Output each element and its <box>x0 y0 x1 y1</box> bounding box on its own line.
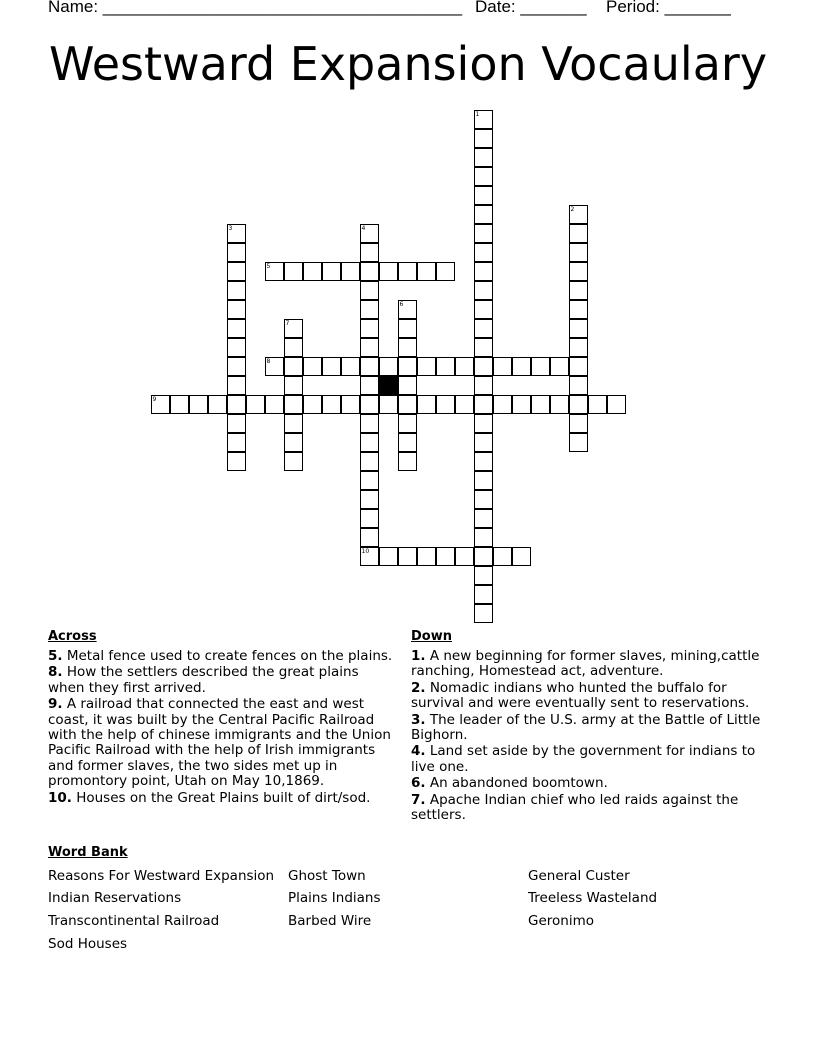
crossword-cell[interactable] <box>550 395 569 414</box>
crossword-cell[interactable] <box>360 319 379 338</box>
crossword-cell[interactable] <box>455 547 474 566</box>
crossword-cell[interactable] <box>227 433 246 452</box>
crossword-cell[interactable] <box>398 547 417 566</box>
crossword-cell[interactable] <box>474 205 493 224</box>
crossword-cell[interactable] <box>474 262 493 281</box>
crossword-cell[interactable] <box>360 300 379 319</box>
crossword-cell[interactable] <box>227 376 246 395</box>
word-bank-item: Barbed Wire <box>288 913 372 929</box>
crossword-cell[interactable] <box>360 395 379 414</box>
crossword-cell[interactable] <box>398 338 417 357</box>
crossword-cell[interactable] <box>474 357 493 376</box>
crossword-cell[interactable] <box>474 281 493 300</box>
crossword-cell[interactable] <box>474 452 493 471</box>
across-clue-8 <box>48 665 398 696</box>
crossword-cell[interactable] <box>474 186 493 205</box>
clue-number: 1. <box>411 648 426 664</box>
clue-number-label: 9 <box>152 395 157 403</box>
crossword-cell[interactable] <box>322 357 341 376</box>
crossword-cell[interactable] <box>227 414 246 433</box>
crossword-cell[interactable] <box>474 319 493 338</box>
crossword-cell[interactable] <box>569 205 588 224</box>
crossword-cell[interactable] <box>569 281 588 300</box>
crossword-cell[interactable] <box>379 262 398 281</box>
crossword-cell[interactable] <box>569 224 588 243</box>
crossword-cell[interactable] <box>607 395 626 414</box>
crossword-cell[interactable] <box>284 357 303 376</box>
clue-text: A railroad that connected the east and west coast, it was built by the Central Pacific Railroad with the help of chinese immigrants and the Union Pacific Railroad with the help of Irish immigrants and former slaves, the two sides met up in promontory point, Utah on May 10,1869. <box>48 696 391 790</box>
clue-number-label: 1 <box>475 110 480 118</box>
crossword-cell[interactable] <box>569 338 588 357</box>
crossword-cell[interactable] <box>569 414 588 433</box>
across-clue-5 <box>48 649 398 664</box>
crossword-cell[interactable] <box>322 262 341 281</box>
word-bank-item: Indian Reservations <box>48 890 182 906</box>
word-bank-heading: Word Bank <box>48 845 128 860</box>
crossword-cell[interactable] <box>322 395 341 414</box>
crossword-cell[interactable] <box>474 148 493 167</box>
down-clues <box>411 628 761 824</box>
crossword-cell[interactable] <box>474 547 493 566</box>
crossword-cell[interactable] <box>436 357 455 376</box>
crossword-cell[interactable] <box>398 262 417 281</box>
clue-text: Metal fence used to create fences on the plains. <box>66 648 393 664</box>
crossword-cell[interactable] <box>569 357 588 376</box>
crossword-cell[interactable] <box>550 357 569 376</box>
clue-number-label: 5 <box>266 262 271 270</box>
crossword-cell[interactable] <box>227 224 246 243</box>
across-clue-10 <box>48 791 398 806</box>
crossword-cell[interactable] <box>474 433 493 452</box>
crossword-cell[interactable] <box>493 547 512 566</box>
crossword-cell[interactable] <box>246 395 265 414</box>
down-clue-3 <box>411 713 761 744</box>
crossword-cell[interactable] <box>360 490 379 509</box>
clue-number: 4. <box>411 743 426 760</box>
word-bank-item: Sod Houses <box>48 936 128 952</box>
clue-number-label: 7 <box>285 319 290 327</box>
crossword-cell[interactable] <box>474 604 493 623</box>
name-field-label: Name: ______________________________________ <box>48 0 463 16</box>
crossword-cell[interactable] <box>227 281 246 300</box>
crossword-cell[interactable] <box>303 395 322 414</box>
crossword-cell[interactable] <box>227 452 246 471</box>
clue-text: Nomadic indians who hunted the buffalo for survival and were eventually sent to reservations. <box>411 679 750 712</box>
across-clue-9 <box>48 697 398 789</box>
clue-number: 10. <box>48 789 72 806</box>
clue-number: 8. <box>48 664 63 681</box>
page-title: Westward Expansion Vocaulary <box>48 37 768 91</box>
crossword-cell[interactable] <box>227 338 246 357</box>
crossword-cell[interactable] <box>455 395 474 414</box>
crossword-cell[interactable] <box>474 110 493 129</box>
crossword-cell[interactable] <box>531 395 550 414</box>
clue-text: A new beginning for former slaves, mining,cattle ranching, Homestead act, adventure. <box>411 648 760 680</box>
clue-number-label: 3 <box>228 224 233 232</box>
crossword-cell[interactable] <box>398 433 417 452</box>
across-clues <box>48 628 398 807</box>
crossword-cell[interactable] <box>360 281 379 300</box>
crossword-cell[interactable] <box>417 395 436 414</box>
clue-number: 2. <box>411 679 426 696</box>
crossword-cell[interactable] <box>512 395 531 414</box>
crossword-cell[interactable] <box>474 471 493 490</box>
crossword-cell[interactable] <box>569 262 588 281</box>
crossword-cell[interactable] <box>569 395 588 414</box>
clue-number-label: 8 <box>266 357 271 365</box>
down-clue-2 <box>411 681 761 712</box>
crossword-cell[interactable] <box>436 395 455 414</box>
crossword-cell[interactable] <box>341 262 360 281</box>
crossword-cell[interactable] <box>474 509 493 528</box>
crossword-cell[interactable] <box>455 357 474 376</box>
crossword-cell[interactable] <box>284 262 303 281</box>
crossword-cell[interactable] <box>227 357 246 376</box>
crossword-cell[interactable] <box>360 528 379 547</box>
crossword-cell[interactable] <box>303 357 322 376</box>
crossword-cell[interactable] <box>360 509 379 528</box>
crossword-cell[interactable] <box>569 376 588 395</box>
crossword-cell[interactable] <box>360 414 379 433</box>
crossword-cell[interactable] <box>398 376 417 395</box>
crossword-cell[interactable] <box>569 243 588 262</box>
clue-number: 3. <box>411 711 426 728</box>
crossword-cell[interactable] <box>284 433 303 452</box>
crossword-cell[interactable] <box>474 414 493 433</box>
crossword-cell[interactable] <box>493 357 512 376</box>
crossword-cell[interactable] <box>474 490 493 509</box>
crossword-cell[interactable] <box>474 243 493 262</box>
crossword-cell[interactable] <box>227 262 246 281</box>
crossword-cell[interactable] <box>360 243 379 262</box>
crossword-cell[interactable] <box>208 395 227 414</box>
crossword-cell[interactable] <box>474 338 493 357</box>
word-bank-item: General Custer <box>528 868 630 884</box>
word-bank-item: Plains Indians <box>288 890 381 906</box>
clue-number: 7. <box>411 791 426 808</box>
crossword-cell[interactable] <box>284 414 303 433</box>
down-clue-4 <box>411 744 761 775</box>
crossword-cell[interactable] <box>265 357 284 376</box>
crossword-cell[interactable] <box>360 376 379 395</box>
date-field-label: Date: _______ <box>475 0 587 16</box>
word-bank-item: Transcontinental Railroad <box>48 913 220 929</box>
clue-number-label: 2 <box>570 205 575 213</box>
crossword-cell[interactable] <box>512 357 531 376</box>
crossword-cell[interactable] <box>379 395 398 414</box>
down-clue-6 <box>411 776 761 791</box>
crossword-cell[interactable] <box>474 528 493 547</box>
crossword-cell[interactable] <box>569 433 588 452</box>
crossword-cell[interactable] <box>360 452 379 471</box>
crossword-cell[interactable] <box>360 262 379 281</box>
crossword-cell[interactable] <box>474 129 493 148</box>
down-heading: Down <box>411 629 452 644</box>
crossword-cell[interactable] <box>284 395 303 414</box>
crossword-cell[interactable] <box>436 262 455 281</box>
crossword-cell[interactable] <box>284 319 303 338</box>
crossword-cell[interactable] <box>474 376 493 395</box>
crossword-cell[interactable] <box>227 243 246 262</box>
clue-number: 5. <box>48 648 63 664</box>
crossword-cell[interactable] <box>341 357 360 376</box>
crossword-cell[interactable] <box>417 547 436 566</box>
crossword-cell[interactable] <box>493 395 512 414</box>
clue-text: Houses on the Great Plains built of dirt/sod. <box>76 789 371 806</box>
crossword-cell[interactable] <box>398 414 417 433</box>
word-bank-item: Geronimo <box>528 913 594 929</box>
crossword-cell[interactable] <box>284 376 303 395</box>
crossword-cell[interactable] <box>227 300 246 319</box>
crossword-cell[interactable] <box>379 357 398 376</box>
crossword-cell[interactable] <box>474 167 493 186</box>
crossword-cell[interactable] <box>265 395 284 414</box>
crossword-cell[interactable] <box>398 319 417 338</box>
crossword-cell[interactable] <box>398 395 417 414</box>
across-heading: Across <box>48 629 97 644</box>
clue-number: 9. <box>48 696 63 713</box>
crossword-cell[interactable] <box>284 452 303 471</box>
crossword-cell[interactable] <box>474 566 493 585</box>
crossword-cell[interactable] <box>360 338 379 357</box>
clue-number-label: 6 <box>399 300 404 308</box>
crossword-cell[interactable] <box>569 319 588 338</box>
crossword-cell[interactable] <box>151 395 170 414</box>
crossword-cell[interactable] <box>360 433 379 452</box>
down-clue-1 <box>411 649 761 680</box>
crossword-cell[interactable] <box>417 262 436 281</box>
crossword-cell[interactable] <box>398 452 417 471</box>
crossword-cell[interactable] <box>512 547 531 566</box>
crossword-cell[interactable] <box>474 395 493 414</box>
crossword-cell[interactable] <box>227 395 246 414</box>
crossword-cell[interactable] <box>189 395 208 414</box>
crossword-cell[interactable] <box>569 300 588 319</box>
crossword-cell[interactable] <box>398 357 417 376</box>
crossword-cell[interactable] <box>360 547 379 566</box>
clue-number: 6. <box>411 775 426 792</box>
crossword-cell[interactable] <box>284 338 303 357</box>
word-bank-item: Reasons For Westward Expansion <box>48 868 275 884</box>
crossword-cell[interactable] <box>170 395 189 414</box>
clue-text: An abandoned boomtown. <box>429 775 608 792</box>
clue-number-label: 4 <box>361 224 366 232</box>
down-clue-7 <box>411 793 761 824</box>
crossword-cell[interactable] <box>341 395 360 414</box>
crossword-cell[interactable] <box>474 224 493 243</box>
crossword-cell[interactable] <box>227 319 246 338</box>
word-bank-item: Treeless Wasteland <box>528 890 658 906</box>
crossword-cell[interactable] <box>436 547 455 566</box>
black-square <box>379 376 398 395</box>
crossword-cell[interactable] <box>379 547 398 566</box>
crossword-cell[interactable] <box>265 262 284 281</box>
clue-text: Apache Indian chief who led raids against the settlers. <box>411 791 739 824</box>
crossword-cell[interactable] <box>360 357 379 376</box>
crossword-cell[interactable] <box>588 395 607 414</box>
crossword-cell[interactable] <box>531 357 550 376</box>
clue-text: The leader of the U.S. army at the Battle of Little Bighorn. <box>411 711 761 744</box>
crossword-cell[interactable] <box>360 471 379 490</box>
clue-text: Land set aside by the government for indians to live one. <box>411 743 756 775</box>
crossword-cell[interactable] <box>474 585 493 604</box>
crossword-cell[interactable] <box>417 357 436 376</box>
period-field-label: Period: _______ <box>606 0 731 16</box>
clue-text: How the settlers described the great plains when they first arrived. <box>48 664 359 696</box>
word-bank <box>48 844 768 952</box>
crossword-cell[interactable] <box>398 300 417 319</box>
word-bank-item: Ghost Town <box>288 868 366 884</box>
crossword-cell[interactable] <box>474 300 493 319</box>
crossword-cell[interactable] <box>303 262 322 281</box>
clue-number-label: 10 <box>361 547 370 555</box>
crossword-cell[interactable] <box>360 224 379 243</box>
